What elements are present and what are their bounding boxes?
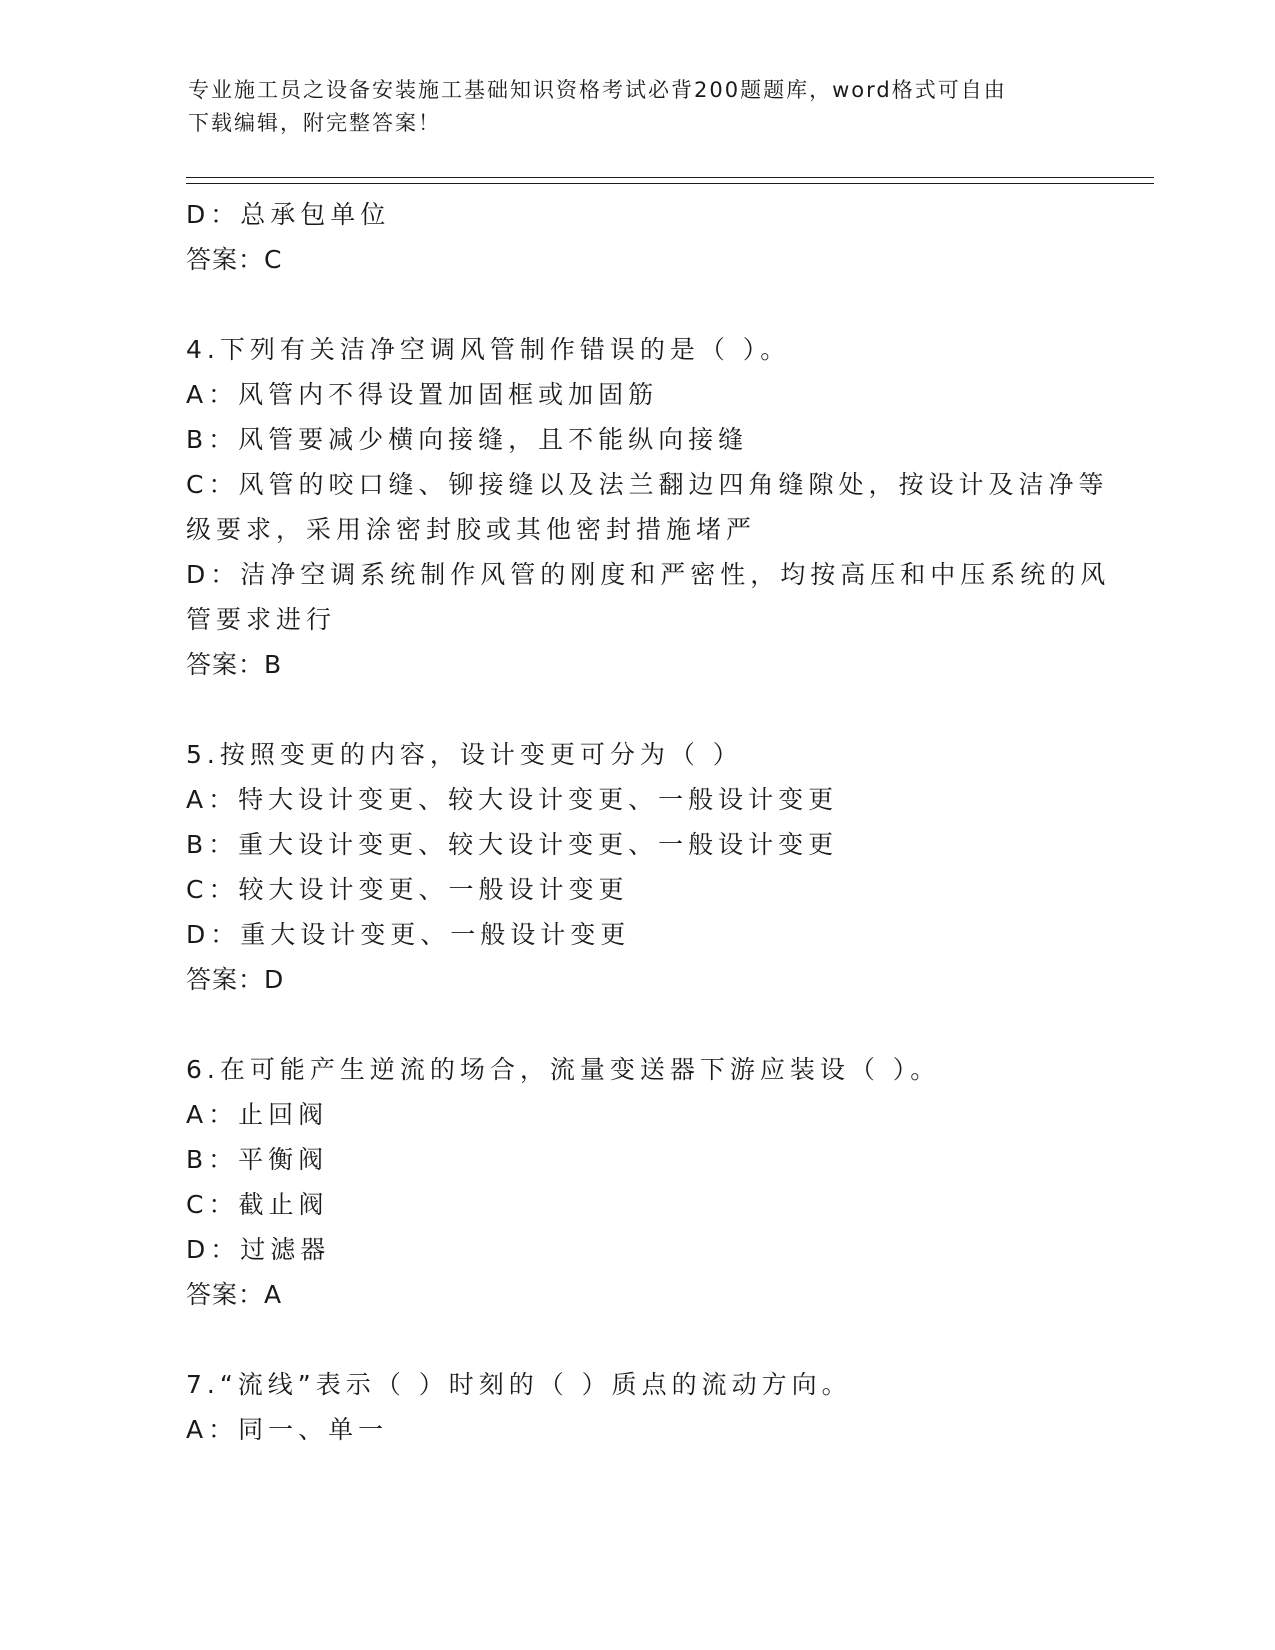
question-list bbox=[186, 192, 1111, 1452]
spacer bbox=[186, 687, 1086, 732]
option-a: A：特大设计变更、较大设计变更、一般设计变更 bbox=[186, 785, 839, 814]
option-c-line-1: C：风管的咬口缝、铆接缝以及法兰翻边四角缝隙处，按设计及洁净等 bbox=[186, 470, 1109, 499]
question-5 bbox=[186, 732, 1086, 1002]
spacer bbox=[186, 1317, 1086, 1362]
option-d: D：总承包单位 bbox=[186, 200, 391, 229]
option-d-line-2: 管要求进行 bbox=[186, 605, 337, 634]
header-line-2: 下载编辑，附完整答案！ bbox=[188, 111, 441, 135]
question-text: 7.“流线”表示（ ）时刻的（ ）质点的流动方向。 bbox=[186, 1370, 852, 1399]
answer: 答案：D bbox=[186, 965, 285, 994]
option-c: C：截止阀 bbox=[186, 1190, 329, 1219]
option-a: A：止回阀 bbox=[186, 1100, 329, 1129]
option-b: B：重大设计变更、较大设计变更、一般设计变更 bbox=[186, 830, 839, 859]
option-a: A：同一、单一 bbox=[186, 1415, 389, 1444]
header-rule-top bbox=[186, 177, 1154, 178]
option-b: B：平衡阀 bbox=[186, 1145, 329, 1174]
question-3-tail bbox=[186, 192, 1086, 282]
question-7 bbox=[186, 1362, 1086, 1452]
option-b: B：风管要减少横向接缝，且不能纵向接缝 bbox=[186, 425, 749, 454]
header-rule-bottom bbox=[186, 183, 1154, 184]
spacer bbox=[186, 1002, 1086, 1047]
header-line-1: 专业施工员之设备安装施工基础知识资格考试必背200题题库，word格式可自由 bbox=[188, 78, 1007, 102]
answer: 答案：A bbox=[186, 1280, 283, 1309]
option-d: D：重大设计变更、一般设计变更 bbox=[186, 920, 631, 949]
option-c-line-2: 级要求，采用涂密封胶或其他密封措施堵严 bbox=[186, 515, 757, 544]
option-d: D：过滤器 bbox=[186, 1235, 331, 1264]
spacer bbox=[186, 282, 1086, 327]
question-6 bbox=[186, 1047, 1086, 1317]
option-d-line-1: D：洁净空调系统制作风管的刚度和严密性，均按高压和中压系统的风 bbox=[186, 560, 1111, 589]
question-text: 6.在可能产生逆流的场合，流量变送器下游应装设（ ）。 bbox=[186, 1055, 941, 1084]
question-text: 5.按照变更的内容，设计变更可分为（ ） bbox=[186, 740, 743, 769]
answer: 答案：B bbox=[186, 650, 283, 679]
document-header bbox=[188, 74, 1068, 140]
option-a: A：风管内不得设置加固框或加固筋 bbox=[186, 380, 659, 409]
option-c: C：较大设计变更、一般设计变更 bbox=[186, 875, 629, 904]
answer: 答案：C bbox=[186, 245, 283, 274]
question-4 bbox=[186, 327, 1111, 687]
question-text: 4.下列有关洁净空调风管制作错误的是（ ）。 bbox=[186, 335, 791, 364]
